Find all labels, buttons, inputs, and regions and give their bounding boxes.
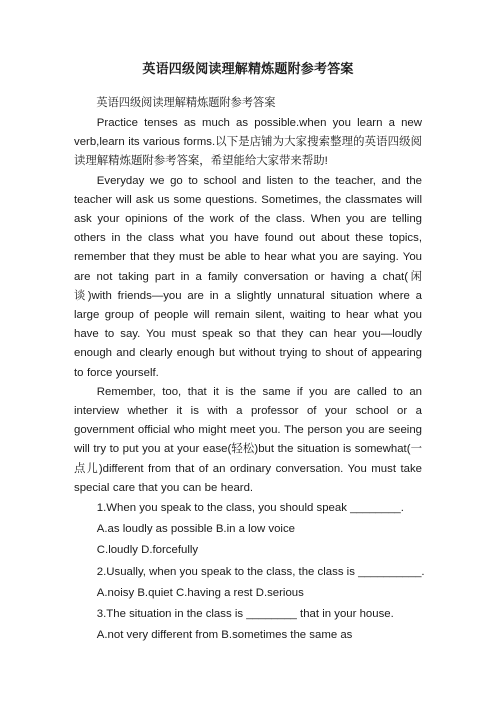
question-list <box>74 498 425 646</box>
question-line: 2.Usually, when you speak to the class, the class is __________. <box>96 565 425 578</box>
document-title: 英语四级阅读理解精炼题附参考答案 <box>142 61 354 76</box>
question-line: A.as loudly as possible B.in a low voice <box>96 523 295 536</box>
document-subtitle: 英语四级阅读理解精炼题附参考答案 <box>96 97 276 109</box>
question-line: A.not very different from B.sometimes the same as <box>96 629 353 642</box>
question-line: A.noisy B.quiet C.having a rest D.serious <box>96 586 304 599</box>
question-line: C.loudly D.forcefully <box>96 544 199 557</box>
passage-paragraph-1: Everyday we go to school and listen to the teacher, and the teacher will ask us some questions. Sometimes, the classmates will ask your opinions of the work of the class. When you are telling others in the class what you have found out about these topics, remember that they must be able to hear what you are saying. You are not taking part in a family conversation or having a chat(闲谈)with friends—you are in a slightly unnatural situation where a large group of people will remain silent, waiting to hear what you have to say. You must speak so that they can hear you—loudly enough and clearly enough but without trying to shout of appearing to force yourself. <box>74 174 422 379</box>
question-line: 3.The situation in the class is ________ that in your house. <box>96 608 394 621</box>
question-line: 1.When you speak to the class, you should speak ________. <box>96 502 404 515</box>
passage-paragraph-2: Remember, too, that it is the same if you are called to an interview whether it is with a professor of your school or a government official who might meet you. The person you are seeing will try to put you at your ease(轻松)but the situation is somewhat(一点儿)different from that of an ordinary conversation. You must take special care that you can be heard. <box>74 385 422 494</box>
intro-paragraph: Practice tenses as much as possible.when you learn a new verb,learn its various forms.以下是店铺为大家搜索整理的英语四级阅读理解精炼题附参考答案，希望能给大家带来帮助! <box>74 117 422 168</box>
